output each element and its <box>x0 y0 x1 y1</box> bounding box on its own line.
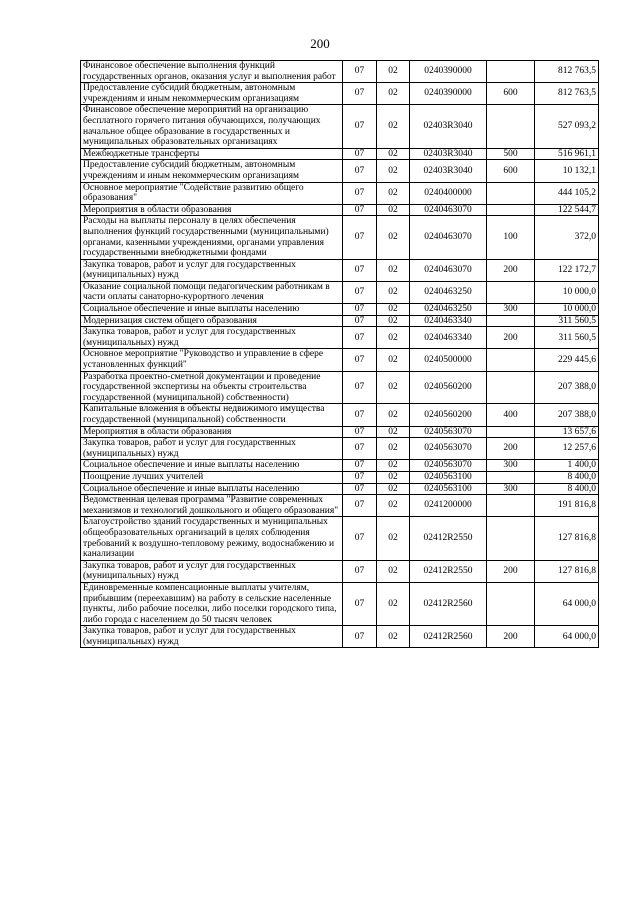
target-article-cell: 0240390000 <box>410 83 487 105</box>
subsection-code-cell: 02 <box>377 315 410 327</box>
expense-name-cell: Социальное обеспечение и иные выплаты населению <box>81 304 343 316</box>
expense-type-cell <box>487 61 535 83</box>
expense-name-cell: Социальное обеспечение и иные выплаты населению <box>81 460 343 472</box>
subsection-code-cell: 02 <box>377 304 410 316</box>
expense-type-cell <box>487 582 535 625</box>
expense-name-cell: Закупка товаров, работ и услуг для государственных (муниципальных) нужд <box>81 438 343 460</box>
target-article-cell: 02412R2550 <box>410 560 487 582</box>
section-code-cell: 07 <box>343 216 377 259</box>
target-article-cell: 0240463070 <box>410 216 487 259</box>
table-row <box>81 160 599 182</box>
table-row <box>81 560 599 582</box>
section-code-cell: 07 <box>343 281 377 303</box>
section-code-cell: 07 <box>343 327 377 349</box>
table-row <box>81 182 599 204</box>
target-article-cell: 0240463070 <box>410 259 487 281</box>
table-row <box>81 495 599 517</box>
expense-name-cell: Мероприятия в области образования <box>81 204 343 216</box>
target-article-cell: 0240563070 <box>410 438 487 460</box>
table-row <box>81 471 599 483</box>
amount-cell: 12 257,6 <box>535 438 599 460</box>
amount-cell: 229 445,6 <box>535 349 599 371</box>
subsection-code-cell: 02 <box>377 471 410 483</box>
expense-type-cell <box>487 182 535 204</box>
expense-name-cell: Мероприятия в области образования <box>81 426 343 438</box>
table-row <box>81 61 599 83</box>
amount-cell: 527 093,2 <box>535 105 599 148</box>
expense-name-cell: Закупка товаров, работ и услуг для государственных (муниципальных) нужд <box>81 626 343 648</box>
section-code-cell: 07 <box>343 148 377 160</box>
expense-type-cell: 300 <box>487 483 535 495</box>
table-row <box>81 148 599 160</box>
subsection-code-cell: 02 <box>377 259 410 281</box>
subsection-code-cell: 02 <box>377 426 410 438</box>
expense-type-cell: 200 <box>487 626 535 648</box>
target-article-cell: 0240390000 <box>410 61 487 83</box>
target-article-cell: 0241200000 <box>410 495 487 517</box>
table-row <box>81 582 599 625</box>
table-row <box>81 626 599 648</box>
section-code-cell: 07 <box>343 204 377 216</box>
expense-name-cell: Основное мероприятие "Руководство и управление в сфере установленных функций" <box>81 349 343 371</box>
expense-type-cell: 100 <box>487 216 535 259</box>
table-row <box>81 349 599 371</box>
section-code-cell: 07 <box>343 495 377 517</box>
subsection-code-cell: 02 <box>377 438 410 460</box>
table-row <box>81 281 599 303</box>
expense-type-cell: 400 <box>487 404 535 426</box>
amount-cell: 10 000,0 <box>535 304 599 316</box>
expense-type-cell: 200 <box>487 259 535 281</box>
subsection-code-cell: 02 <box>377 582 410 625</box>
subsection-code-cell: 02 <box>377 371 410 404</box>
expense-name-cell: Закупка товаров, работ и услуг для государственных (муниципальных) нужд <box>81 327 343 349</box>
table-row <box>81 517 599 560</box>
amount-cell: 516 961,1 <box>535 148 599 160</box>
expense-name-cell: Расходы на выплаты персоналу в целях обеспечения выполнения функций государственными (муниципальными) органами, казенными учреждениями, органами управления государственными внебюджетными фондами <box>81 216 343 259</box>
section-code-cell: 07 <box>343 404 377 426</box>
expense-type-cell <box>487 471 535 483</box>
expense-type-cell: 200 <box>487 560 535 582</box>
subsection-code-cell: 02 <box>377 182 410 204</box>
subsection-code-cell: 02 <box>377 204 410 216</box>
amount-cell: 13 657,6 <box>535 426 599 438</box>
amount-cell: 444 105,2 <box>535 182 599 204</box>
amount-cell: 8 400,0 <box>535 483 599 495</box>
table-row <box>81 83 599 105</box>
subsection-code-cell: 02 <box>377 483 410 495</box>
expense-name-cell: Межбюджетные трансферты <box>81 148 343 160</box>
amount-cell: 10 132,1 <box>535 160 599 182</box>
target-article-cell: 0240463250 <box>410 304 487 316</box>
section-code-cell: 07 <box>343 61 377 83</box>
expense-type-cell: 600 <box>487 160 535 182</box>
amount-cell: 122 172,7 <box>535 259 599 281</box>
expense-type-cell: 500 <box>487 148 535 160</box>
table-row <box>81 327 599 349</box>
target-article-cell: 0240463340 <box>410 315 487 327</box>
expense-type-cell <box>487 281 535 303</box>
expense-type-cell: 300 <box>487 460 535 472</box>
target-article-cell: 02412R2560 <box>410 582 487 625</box>
subsection-code-cell: 02 <box>377 61 410 83</box>
section-code-cell: 07 <box>343 582 377 625</box>
amount-cell: 207 388,0 <box>535 371 599 404</box>
target-article-cell: 0240463070 <box>410 204 487 216</box>
section-code-cell: 07 <box>343 426 377 438</box>
subsection-code-cell: 02 <box>377 216 410 259</box>
expense-type-cell: 200 <box>487 438 535 460</box>
subsection-code-cell: 02 <box>377 626 410 648</box>
table-row <box>81 483 599 495</box>
amount-cell: 311 560,5 <box>535 315 599 327</box>
budget-table <box>80 60 599 648</box>
table-row <box>81 204 599 216</box>
subsection-code-cell: 02 <box>377 105 410 148</box>
section-code-cell: 07 <box>343 438 377 460</box>
expense-name-cell: Ведомственная целевая программа "Развитие современных механизмов и технологий дошкольного и общего образования" <box>81 495 343 517</box>
target-article-cell: 02412R2560 <box>410 626 487 648</box>
table-row <box>81 259 599 281</box>
section-code-cell: 07 <box>343 349 377 371</box>
table-body <box>81 61 599 648</box>
amount-cell: 1 400,0 <box>535 460 599 472</box>
target-article-cell: 0240463250 <box>410 281 487 303</box>
expense-type-cell <box>487 371 535 404</box>
section-code-cell: 07 <box>343 517 377 560</box>
target-article-cell: 0240563100 <box>410 483 487 495</box>
target-article-cell: 02403R3040 <box>410 105 487 148</box>
amount-cell: 207 388,0 <box>535 404 599 426</box>
amount-cell: 812 763,5 <box>535 61 599 83</box>
expense-type-cell: 300 <box>487 304 535 316</box>
target-article-cell: 0240500000 <box>410 349 487 371</box>
expense-name-cell: Закупка товаров, работ и услуг для государственных (муниципальных) нужд <box>81 259 343 281</box>
expense-name-cell: Финансовое обеспечение выполнения функций государственных органов, оказания услуг и выполнения работ <box>81 61 343 83</box>
section-code-cell: 07 <box>343 315 377 327</box>
expense-type-cell <box>487 426 535 438</box>
section-code-cell: 07 <box>343 304 377 316</box>
expense-name-cell: Благоустройство зданий государственных и муниципальных общеобразовательных организаций в целях соблюдения требований к воздушно-тепловому режиму, водоснабжению и канализации <box>81 517 343 560</box>
subsection-code-cell: 02 <box>377 517 410 560</box>
subsection-code-cell: 02 <box>377 349 410 371</box>
amount-cell: 64 000,0 <box>535 582 599 625</box>
expense-name-cell: Единовременные компенсационные выплаты учителям, прибывшим (переехавшим) на работу в сельские населенные пункты, либо рабочие поселки, либо поселки городского типа, либо города с населением до 50 тысяч человек <box>81 582 343 625</box>
table-row <box>81 105 599 148</box>
amount-cell: 122 544,7 <box>535 204 599 216</box>
section-code-cell: 07 <box>343 259 377 281</box>
expense-type-cell: 600 <box>487 83 535 105</box>
subsection-code-cell: 02 <box>377 83 410 105</box>
expense-name-cell: Предоставление субсидий бюджетным, автономным учреждениям и иным некоммерческим организациям <box>81 83 343 105</box>
section-code-cell: 07 <box>343 460 377 472</box>
amount-cell: 10 000,0 <box>535 281 599 303</box>
subsection-code-cell: 02 <box>377 327 410 349</box>
subsection-code-cell: 02 <box>377 148 410 160</box>
expense-type-cell: 200 <box>487 327 535 349</box>
table-row <box>81 426 599 438</box>
section-code-cell: 07 <box>343 83 377 105</box>
expense-type-cell <box>487 315 535 327</box>
target-article-cell: 02403R3040 <box>410 148 487 160</box>
subsection-code-cell: 02 <box>377 495 410 517</box>
expense-name-cell: Капитальные вложения в объекты недвижимого имущества государственной (муниципальной) собственности <box>81 404 343 426</box>
expense-type-cell <box>487 105 535 148</box>
subsection-code-cell: 02 <box>377 560 410 582</box>
amount-cell: 372,0 <box>535 216 599 259</box>
target-article-cell: 0240563070 <box>410 460 487 472</box>
table-row <box>81 404 599 426</box>
section-code-cell: 07 <box>343 471 377 483</box>
amount-cell: 191 816,8 <box>535 495 599 517</box>
table-row <box>81 304 599 316</box>
amount-cell: 8 400,0 <box>535 471 599 483</box>
expense-type-cell <box>487 517 535 560</box>
target-article-cell: 02412R2550 <box>410 517 487 560</box>
target-article-cell: 0240400000 <box>410 182 487 204</box>
section-code-cell: 07 <box>343 560 377 582</box>
subsection-code-cell: 02 <box>377 460 410 472</box>
expense-name-cell: Социальное обеспечение и иные выплаты населению <box>81 483 343 495</box>
target-article-cell: 0240560200 <box>410 371 487 404</box>
target-article-cell: 0240463340 <box>410 327 487 349</box>
section-code-cell: 07 <box>343 371 377 404</box>
expense-type-cell <box>487 495 535 517</box>
expense-name-cell: Основное мероприятие "Содействие развитию общего образования" <box>81 182 343 204</box>
subsection-code-cell: 02 <box>377 404 410 426</box>
expense-name-cell: Поощрение лучших учителей <box>81 471 343 483</box>
table-row <box>81 460 599 472</box>
amount-cell: 311 560,5 <box>535 327 599 349</box>
page-number: 200 <box>310 36 330 51</box>
table-row <box>81 371 599 404</box>
section-code-cell: 07 <box>343 483 377 495</box>
expense-name-cell: Предоставление субсидий бюджетным, автономным учреждениям и иным некоммерческим организациям <box>81 160 343 182</box>
table-row <box>81 216 599 259</box>
subsection-code-cell: 02 <box>377 160 410 182</box>
expense-type-cell <box>487 204 535 216</box>
target-article-cell: 02403R3040 <box>410 160 487 182</box>
amount-cell: 64 000,0 <box>535 626 599 648</box>
section-code-cell: 07 <box>343 105 377 148</box>
table-row <box>81 438 599 460</box>
table-row <box>81 315 599 327</box>
target-article-cell: 0240560200 <box>410 404 487 426</box>
amount-cell: 812 763,5 <box>535 83 599 105</box>
expense-name-cell: Оказание социальной помощи педагогическим работникам в части оплаты санаторно-курортного лечения <box>81 281 343 303</box>
target-article-cell: 0240563070 <box>410 426 487 438</box>
amount-cell: 127 816,8 <box>535 560 599 582</box>
target-article-cell: 0240563100 <box>410 471 487 483</box>
section-code-cell: 07 <box>343 182 377 204</box>
amount-cell: 127 816,8 <box>535 517 599 560</box>
section-code-cell: 07 <box>343 160 377 182</box>
expense-name-cell: Разработка проектно-сметной документации и проведение государственной экспертизы на объекты строительства государственной (муниципальной) собственности) <box>81 371 343 404</box>
subsection-code-cell: 02 <box>377 281 410 303</box>
expense-name-cell: Финансовое обеспечение мероприятий на организацию бесплатного горячего питания обучающихся, получающих начальное общее образование в государственных и муниципальных образовательных организациях <box>81 105 343 148</box>
expense-name-cell: Модернизация систем общего образования <box>81 315 343 327</box>
section-code-cell: 07 <box>343 626 377 648</box>
expense-name-cell: Закупка товаров, работ и услуг для государственных (муниципальных) нужд <box>81 560 343 582</box>
expense-type-cell <box>487 349 535 371</box>
